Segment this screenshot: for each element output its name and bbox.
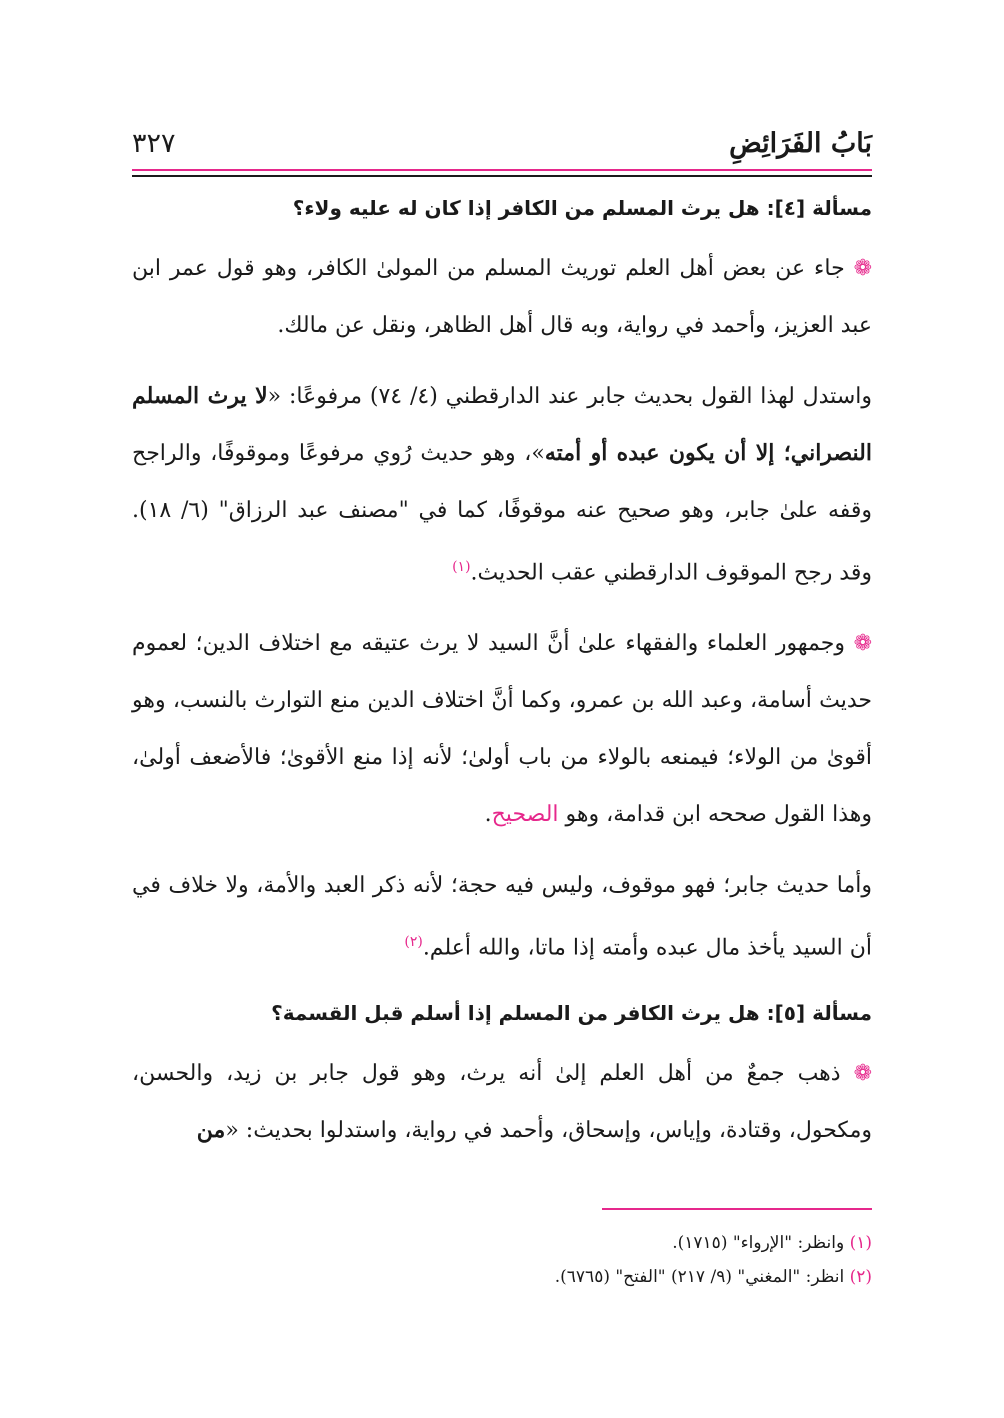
flower-ornament-icon: ❁ xyxy=(853,1060,873,1086)
paragraph-1 xyxy=(132,240,872,354)
question-label: مسألة [٥]: xyxy=(766,1000,872,1025)
question-text: هل يرث المسلم من الكافر إذا كان له عليه ولاء؟ xyxy=(292,196,760,220)
paragraph-text: ذهب جمعٌ من أهل العلم إلىٰ أنه يرث، وهو قول جابر بن زيد، والحسن، ومكحول، وقتادة، وإياس، وإسحاق، وأحمد في رواية، واستدلوا بحديث: « xyxy=(132,1060,872,1143)
paragraph-3 xyxy=(132,615,872,843)
hadith-quote: من xyxy=(196,1116,226,1143)
header-rule-black xyxy=(132,175,872,177)
footnote-1 xyxy=(132,1226,872,1260)
paragraph-text: جاء عن بعض أهل العلم توريث المسلم من المولىٰ الكافر، وهو قول عمر ابن عبد العزيز، وأحمد في رواية، وبه قال أهل الظاهر، ونقل عن مالك. xyxy=(132,256,872,338)
page-number: ٣٢٧ xyxy=(132,127,176,159)
footnote-text: انظر: "المغني" (٩/ ٢١٧) "الفتح" (٦٧٦٥). xyxy=(554,1267,845,1287)
paragraph-2 xyxy=(132,368,872,601)
source-title: "مصنف عبد الرزاق" xyxy=(218,498,409,523)
paragraph-text: وأما حديث جابر؛ فهو موقوف، وليس فيه حجة؛ لأنه ذكر العبد والأمة، ولا خلاف في أن السيد يأخذ مال عبده وأمته إذا ماتا، والله أعلم. xyxy=(132,873,872,961)
page-content xyxy=(132,186,872,1173)
paragraph-text: (٦/ ١٨). وقد رجح الموقوف الدارقطني عقب الحديث. xyxy=(132,498,872,586)
paragraph-text: واستدل لهذا القول بحديث جابر عند الدارقطني (٤/ ٧٤) مرفوعًا: « xyxy=(267,384,872,409)
paragraph-5 xyxy=(132,1045,872,1159)
question-heading-4 xyxy=(132,186,872,230)
flower-ornament-icon: ❁ xyxy=(853,256,872,281)
question-label: مسألة [٤]: xyxy=(766,196,872,220)
footnote-number: (٢) xyxy=(849,1267,872,1287)
paragraph-text: »، وهو حديث رُوي مرفوعًا وموقوفًا، والراجح وقفه علىٰ جابر، وهو صحيح عنه موقوفًا، كما في xyxy=(132,441,873,523)
paragraph-text: وجمهور العلماء والفقهاء علىٰ أنَّ السيد لا يرث عتيقه مع اختلاف الدين؛ لعموم حديث أسامة، وعبد الله بن عمرو، وكما أنَّ اختلاف الدين منع التوارث بالنسب، وهو أقوىٰ من الولاء؛ فيمنعه بالولاء من باب أولىٰ؛ لأنه إذا منع الأقوىٰ؛ فالأضعف أولىٰ، وهذا القول صححه ابن قدامة، وهو xyxy=(132,631,872,828)
paragraph-4 xyxy=(132,857,872,976)
header-rule-pink xyxy=(132,169,872,171)
footnote-2 xyxy=(132,1260,872,1294)
question-text: هل يرث الكافر من المسلم إذا أسلم قبل القسمة؟ xyxy=(271,1000,760,1025)
chapter-title: بَابُ الفَرَائِضِ xyxy=(729,127,872,159)
flower-ornament-icon: ❁ xyxy=(853,631,872,657)
book-page xyxy=(132,0,872,1418)
question-heading-5 xyxy=(132,991,872,1035)
footnotes xyxy=(132,1226,872,1294)
footnote-text: وانظر: "الإرواء" (١٧١٥). xyxy=(672,1233,845,1253)
hadith-quote: لا يرث المسلم النصراني؛ إلا أن يكون عبده أو أمته xyxy=(132,383,872,466)
verdict-highlight: الصحيح xyxy=(491,802,559,828)
footnote-ref[interactable]: (١) xyxy=(452,559,471,575)
page-header xyxy=(132,118,872,168)
footnote-ref[interactable]: (٢) xyxy=(404,934,423,951)
footnote-number: (١) xyxy=(849,1233,872,1253)
paragraph-text: . xyxy=(484,802,492,828)
footnote-rule xyxy=(602,1208,872,1210)
